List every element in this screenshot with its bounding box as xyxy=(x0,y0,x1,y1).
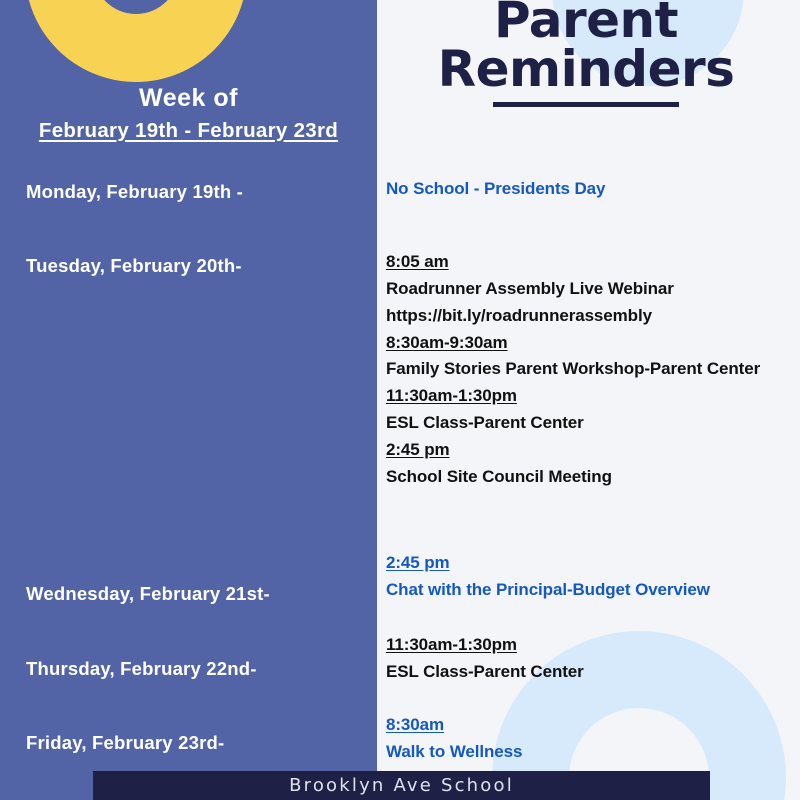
right-content-column xyxy=(386,0,800,800)
school-name: Brooklyn Ave School xyxy=(289,775,514,796)
title-line-two: Reminders xyxy=(437,40,735,98)
event-time: 11:30am-1:30pm xyxy=(386,635,517,654)
events-thursday xyxy=(386,632,796,686)
event-description: Family Stories Parent Workshop-Parent Center xyxy=(386,359,761,379)
title-underline-rule xyxy=(493,102,679,107)
day-label-friday: Friday, February 23rd- xyxy=(26,732,225,753)
day-label-thursday: Thursday, February 22nd- xyxy=(26,658,257,679)
event-description: Walk to Wellness xyxy=(386,741,523,761)
event-time: 8:30am xyxy=(386,715,444,734)
day-label-tuesday: Tuesday, February 20th- xyxy=(26,255,242,276)
events-friday xyxy=(386,712,796,766)
week-header xyxy=(0,84,377,143)
events-monday xyxy=(386,176,796,203)
page-title xyxy=(386,0,786,107)
event-description: ESL Class-Parent Center xyxy=(386,661,584,681)
event-link[interactable]: https://bit.ly/roadrunnerassembly xyxy=(386,305,652,325)
day-label-monday: Monday, February 19th - xyxy=(26,181,244,202)
event-time: 11:30am-1:30pm xyxy=(386,386,517,406)
event-time: 8:05 am xyxy=(386,252,449,271)
footer-bar xyxy=(93,771,710,800)
event-description: Roadrunner Assembly Live Webinar xyxy=(386,278,674,298)
event-description: Chat with the Principal-Budget Overview xyxy=(386,579,710,599)
events-tuesday xyxy=(386,249,796,491)
event-description: School Site Council Meeting xyxy=(386,466,612,486)
events-wednesday xyxy=(386,550,796,604)
event-time: 2:45 pm xyxy=(386,553,450,572)
week-date-range: February 19th - February 23rd xyxy=(38,118,339,142)
event-time: 2:45 pm xyxy=(386,440,450,460)
day-label-wednesday: Wednesday, February 21st- xyxy=(26,583,270,604)
event-description: ESL Class-Parent Center xyxy=(386,413,584,433)
event-time: 8:30am-9:30am xyxy=(386,332,508,352)
week-of-label: Week of xyxy=(139,84,238,112)
event-description: No School - Presidents Day xyxy=(386,179,606,198)
title-line-one: Parent xyxy=(493,0,679,49)
